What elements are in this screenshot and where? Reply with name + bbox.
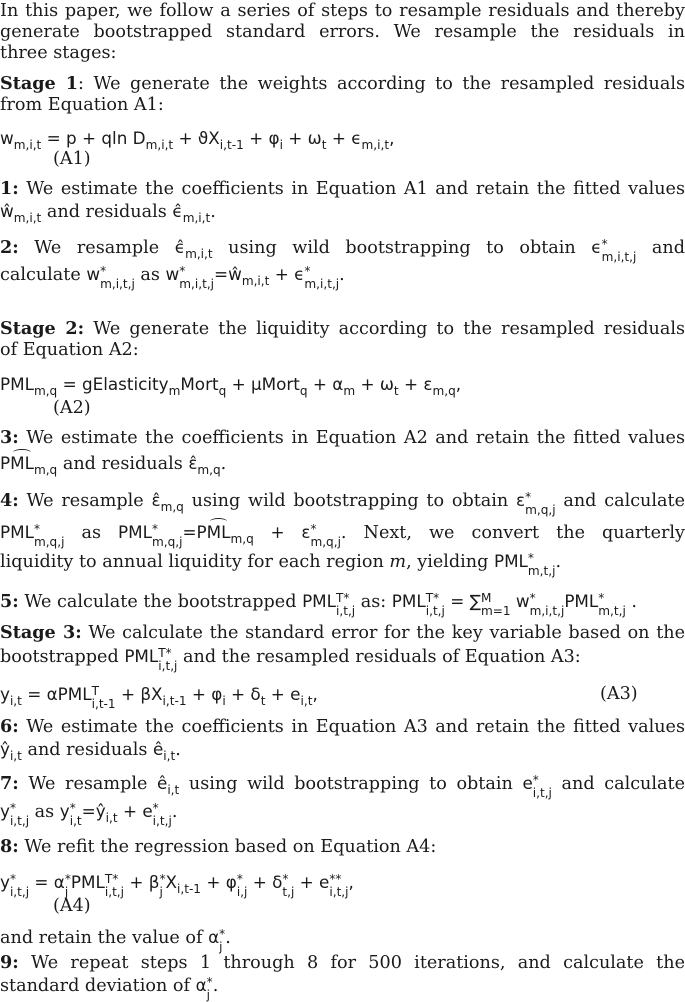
stage1-text: : We generate the weights according to the resampled residuals bbox=[78, 74, 685, 94]
step1-text-2: and residuals bbox=[41, 202, 173, 222]
step4-label: 4: bbox=[0, 490, 19, 511]
step7-label: 7: bbox=[0, 773, 19, 794]
stage2-heading: Stage 2: We generate the liquidity according to the resampled residuals bbox=[0, 318, 685, 339]
step4-line-1: 4: We resample $\varepsilon̂_{m,q}$ using wild bootstrapping to obtain ε * m,q,j and calculate bbox=[0, 489, 685, 517]
step9-line-2: standard deviation of α * j . bbox=[0, 974, 219, 1002]
step2-label: 2: bbox=[0, 237, 19, 258]
equation-a2: $PML_{m,q}$ = gElasticity$_m$Mort$_q$ + μMort$_q$ + $\alpha_m + \omega_t + \varepsilon_{m,q}$, bbox=[0, 374, 462, 398]
stage3-label: Stage 3: bbox=[0, 622, 82, 643]
stage1-line-2: from Equation A1: bbox=[0, 95, 164, 115]
step7-line-1: 7: We resample $ê_{i,t}$ using wild bootstrapping to obtain e * i,t,j and calculate bbox=[0, 772, 685, 800]
step6-line-1: 6: We estimate the coefficients in Equation A3 and retain the fitted values bbox=[0, 716, 685, 737]
equation-a2-number: (A2) bbox=[53, 398, 91, 418]
equation-a4-number: (A4) bbox=[53, 896, 91, 916]
step3-line-1: 3: We estimate the coefficients in Equation A2 and retain the fitted values bbox=[0, 427, 685, 448]
step1-line-2: $ŵ_{m,i,t}$ and residuals $\epsilon̂_{m,i,t}$. bbox=[0, 201, 216, 225]
intro-line-1: In this paper, we follow a series of steps to resample residuals and thereby bbox=[0, 1, 685, 21]
step2-line-1: 2: We resample $\epsilon̂_{m,i,t}$ using wild bootstrapping to obtain ϵ * m,i,t,j and bbox=[0, 236, 685, 264]
step6-line-2: $ŷ_{i,t}$ and residuals $ê_{i,t}$. bbox=[0, 739, 181, 763]
step8-line: 8: We refit the regression based on Equation A4: bbox=[0, 836, 437, 857]
stage1-heading bbox=[0, 73, 685, 95]
step5-line: 5: We calculate the bootstrapped PML T* i,t,j as: PML T* i,t,j = ∑ M m=1 w * m,i,t,j PML * m,t,j . bbox=[0, 590, 637, 618]
intro-line-3: three stages: bbox=[0, 43, 117, 63]
step2-line-2: calculate w * m,i,t,j as w * m,i,t,j $=ŵ_{m,i,t} + \epsilon$ * m,i,t,j . bbox=[0, 263, 345, 291]
step1-line-1 bbox=[0, 178, 685, 200]
equation-a1-number: (A1) bbox=[53, 149, 91, 169]
stage1-label: Stage 1 bbox=[0, 73, 79, 94]
step5-label: 5: bbox=[0, 591, 19, 612]
intro-line-2: generate bootstrapped standard errors. We resample the residuals in bbox=[0, 22, 685, 42]
step1-text: We estimate the coefficients in Equation A1 and retain the fitted values bbox=[18, 179, 685, 199]
step9-line-1: 9: We repeat steps 1 through 8 for 500 iterations, and calculate the bbox=[0, 952, 685, 973]
step6-label: 6: bbox=[0, 716, 19, 737]
step3-label: 3: bbox=[0, 427, 19, 448]
step9-label: 9: bbox=[0, 952, 19, 973]
step4-line-3: liquidity to annual liquidity for each region m, yielding PML * m,t,j . bbox=[0, 550, 562, 578]
stage3-heading: Stage 3: We calculate the standard error for the key variable based on the bbox=[0, 622, 685, 643]
step1-label: 1: bbox=[0, 178, 19, 199]
retain-line: and retain the value of α * j . bbox=[0, 926, 231, 954]
step3-line-2: $PML_{m,q}$ and residuals $\varepsilon̂_{m,q}$. bbox=[0, 453, 227, 477]
stage3-line-2: bootstrapped PML T* i,t,j and the resampled residuals of Equation A3: bbox=[0, 645, 581, 673]
equation-a4: y * i,t,j = α * j PML T* i,t,j + β * j $X_{i,t-1} + \varphi$ * i,j + δ * t,j + e ** i,t,j , bbox=[0, 871, 354, 899]
step7-line-2: y * i,t,j as y * i,t $=ŷ_{i,t} + e$ * i,t,j . bbox=[0, 800, 178, 828]
step4-line-2: PML * m,q,j as PML * m,q,j $=PML_{m,q} + \varepsilon$ * m,q,j . Next, we convert the quarterly bbox=[0, 521, 685, 549]
equation-a1: $w_{m,i,t} = p + qln$ $D_{m,i,t} + ϑX_{i,t-1} + \varphi_i + \omega_t + \epsilon_{m,i,t}$, bbox=[0, 128, 395, 152]
step8-label: 8: bbox=[0, 836, 19, 857]
stage2-line-2: of Equation A2: bbox=[0, 340, 139, 360]
equation-a3-number: (A3) bbox=[600, 684, 638, 704]
equation-a3: $y_{i,t} = \alpha PML$ T i,t-1 + $\beta X_{i,t-1} + \varphi_i + \delta_t + e_{i,t}$, bbox=[0, 683, 318, 711]
stage2-label: Stage 2: bbox=[0, 318, 85, 339]
